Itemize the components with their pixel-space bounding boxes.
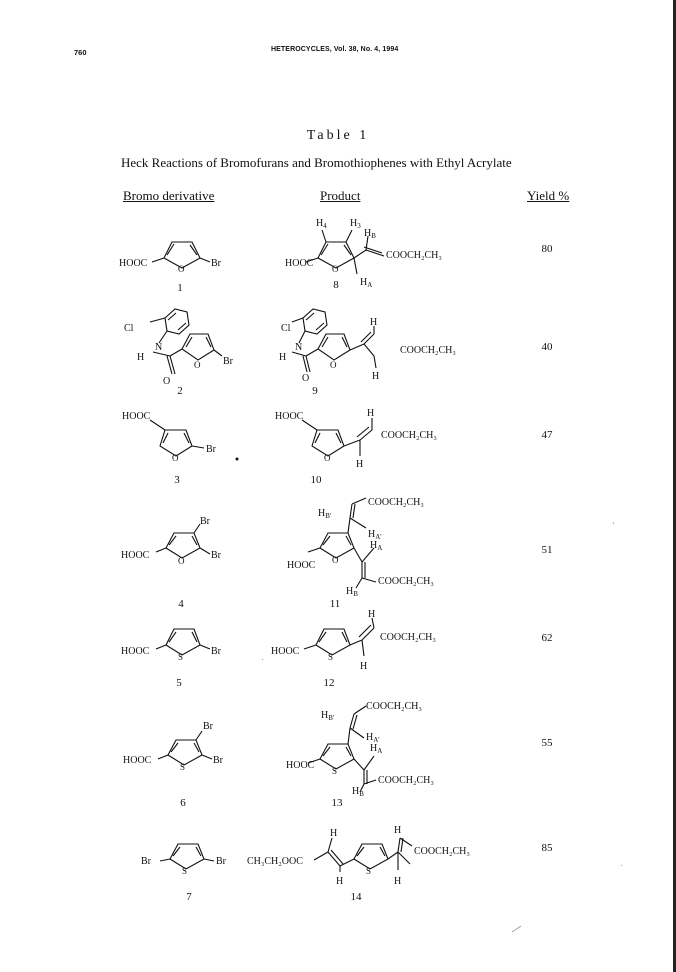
br-label: Br [211,646,221,657]
hooc-label: HOOC [121,550,150,561]
br-label: Br [223,356,233,367]
br-label: Br [216,856,226,867]
n-label: N [295,342,303,353]
br-label: Br [200,516,210,527]
h-label: H [370,317,378,328]
ester-label: COOCH₂CH₃ [378,775,434,786]
ring-o-label: O [194,360,201,370]
page-number: 760 [74,48,87,57]
n-label: N [155,342,163,353]
carbonyl-o-label: O [163,376,171,387]
compound-number-reactant: 5 [176,677,182,689]
cl-label: Cl [281,323,291,334]
ester-label: COOCH₂CH₃ [386,250,442,261]
ring-s-label: S [366,866,372,876]
compound-number-product: 10 [310,474,322,486]
br-label: Br [141,856,151,867]
compound-number-reactant: 7 [186,891,192,903]
ester-label: COOCH₂CH₃ [414,846,470,857]
hooc-label: HOOC [287,560,316,571]
h-label: H [367,408,375,419]
ha-prime-label: $H_{A'}$ [366,732,380,744]
structure-compound-12 [304,618,374,656]
yield-value: 47 [541,429,553,441]
h-label: H [356,459,364,470]
hooc-label: HOOC [271,646,300,657]
hb-prime-label: $H_{B'}$ [321,710,335,722]
ha-label: $H_A$ [360,277,373,289]
h-label: H [336,876,344,887]
hooc-label: HOOC [119,258,148,269]
structure-compound-3 [150,420,204,456]
ring-o-label: O [332,264,339,274]
compound-number-reactant: 6 [180,797,186,809]
yield-value: 40 [541,341,553,353]
hooc-label: HOOC [121,646,150,657]
ha-label: $H_A$ [370,743,383,755]
br-label: Br [213,755,223,766]
compound-number-reactant: 2 [177,385,183,397]
column-header-bromo-derivative: Bromo derivative [123,188,215,203]
ring-s-label: S [178,652,184,662]
br-label: Br [203,721,213,732]
column-header-yield: Yield % [527,188,570,203]
h4-label: $H_4$ [316,218,327,230]
ester-label: COOCH₂CH₃ [368,497,424,508]
h-label: H [368,609,376,620]
ring-o-label: O [178,264,185,274]
structure-compound-14 [314,838,412,872]
ring-o-label: O [332,555,339,565]
h-label: H [394,876,402,887]
ring-o-label: O [178,556,185,566]
compound-number-product: 9 [312,385,318,397]
h-label: H [279,352,287,363]
hooc-label: HOOC [275,411,304,422]
hooc-label: HOOC [123,755,152,766]
ring-o-label: O [324,453,331,463]
carbonyl-o-label: O [302,373,310,384]
ester-label: COOCH₂CH₃ [400,345,456,356]
yield-value: 55 [541,737,553,749]
hb-prime-label: $H_{B'}$ [318,508,332,520]
table-caption: Heck Reactions of Bromofurans and Bromothiophenes with Ethyl Acrylate [121,155,512,170]
compound-number-reactant: 3 [174,474,180,486]
br-label: Br [211,258,221,269]
ester-label: COOCH₂CH₃ [380,632,436,643]
ha-label: $H_A$ [370,540,383,552]
ring-s-label: S [182,866,188,876]
compound-number-reactant: 1 [177,282,183,294]
hb-label: $H_B$ [346,586,358,598]
hooc-label: HOOC [286,760,315,771]
ring-o-label: O [172,453,179,463]
structure-compound-10 [302,418,372,456]
h-label: H [330,828,338,839]
yield-value: 62 [541,632,553,644]
yield-value: 85 [541,842,553,854]
br-label: Br [211,550,221,561]
hooc-label: HOOC [122,411,151,422]
hb-label: $H_B$ [364,228,376,240]
scan-specks [262,522,622,932]
ring-o-label: O [330,360,337,370]
yield-value: 80 [541,243,553,255]
ester-label: COOCH₂CH₃ [381,430,437,441]
ring-s-label: S [180,762,186,772]
ester-label: COOCH₂CH₃ [378,576,434,587]
br-label: Br [206,444,216,455]
h-label: H [372,371,380,382]
compound-number-reactant: 4 [178,598,184,610]
structure-compound-6 [158,731,212,765]
compound-number-product: 8 [333,279,339,291]
hb-label: $H_B$ [352,786,364,798]
h-label: H [137,352,145,363]
ester-rev-label: CH₃CH₂OOC [247,856,303,867]
compound-number-product: 11 [329,598,341,610]
ring-s-label: S [328,652,334,662]
stray-dot [236,458,239,461]
cl-label: Cl [124,323,134,334]
compound-number-product: 13 [331,797,343,809]
compound-number-product: 14 [350,891,362,903]
h-label: H [360,661,368,672]
compound-number-product: 12 [323,677,335,689]
running-header: HETEROCYCLES, Vol. 38, No. 4, 1994 [271,46,399,53]
h3-label: $H_3$ [350,218,361,230]
yield-value: 51 [541,544,553,556]
structure-compound-4 [156,524,210,558]
structure-compound-13 [308,706,376,792]
hooc-label: HOOC [285,258,314,269]
h-label: H [394,825,402,836]
table-title: Table 1 [306,128,370,143]
ha-prime-label: $H_{A'}$ [368,529,382,541]
ring-s-label: S [332,766,338,776]
ester-label: COOCH₂CH₃ [366,701,422,712]
column-header-product: Product [320,188,361,203]
